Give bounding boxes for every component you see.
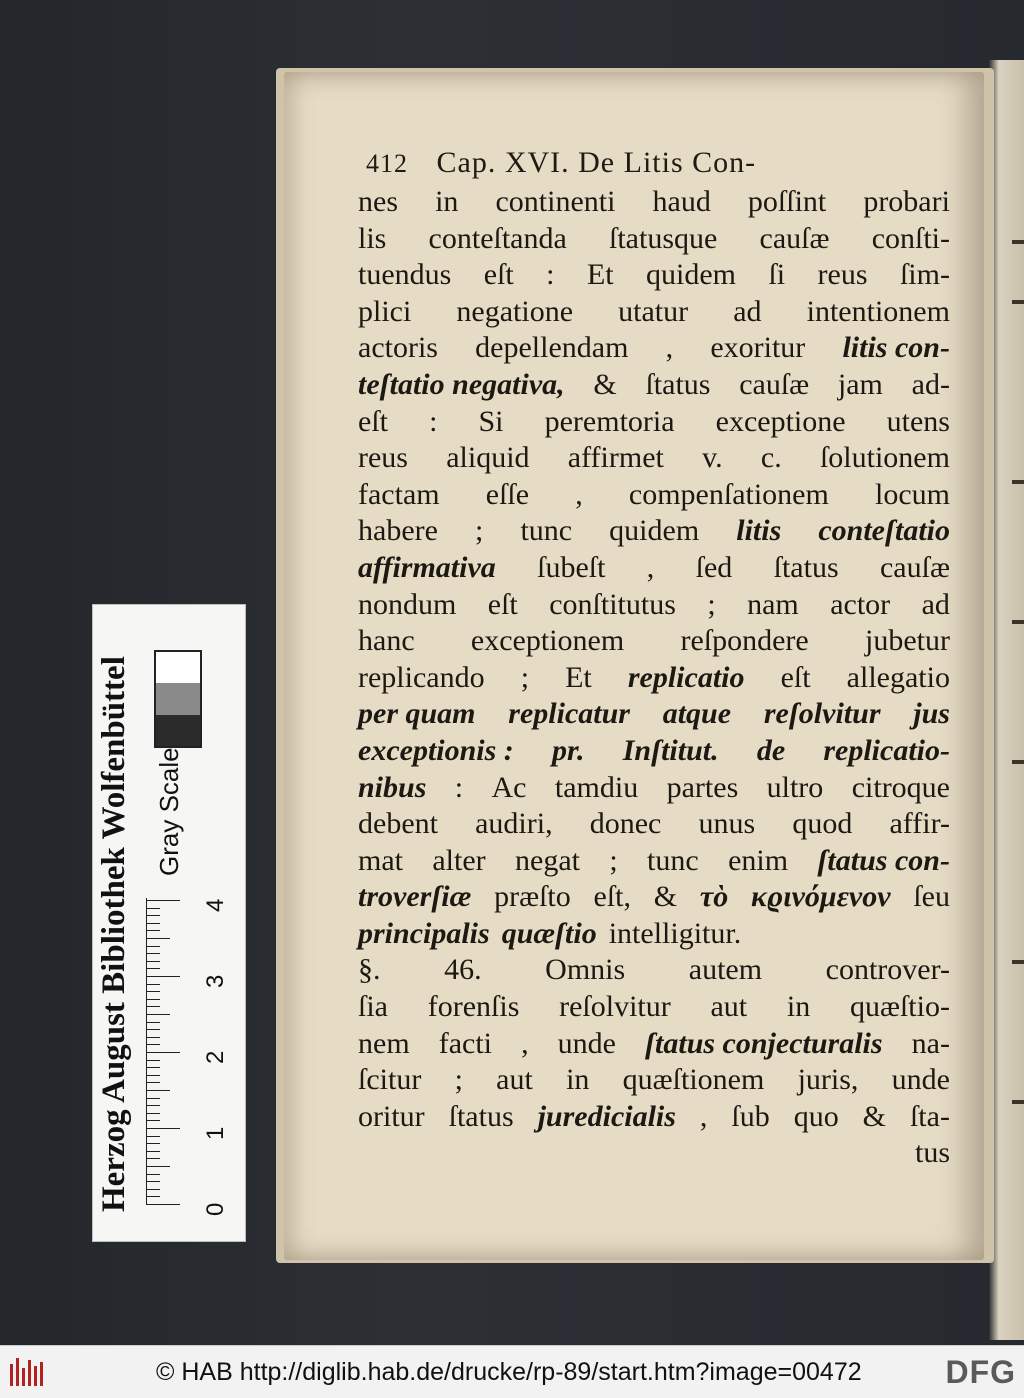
word: donec [589,807,662,841]
word: aut [710,990,748,1024]
ruler-tick [146,1174,160,1175]
ruler-number: 4 [202,898,229,912]
word: lis [358,221,387,255]
text-line [358,294,950,331]
ruler-tick [146,1143,160,1144]
word: in [435,185,459,218]
text-line [358,440,950,477]
ruler-tick [146,968,160,969]
ruler-tick [146,1075,160,1076]
text-line [358,843,950,880]
word: alter [432,843,486,877]
word: ſta- [909,1099,950,1133]
word: conſtitutus [549,587,676,621]
word: Omnis [545,953,626,987]
word: , [575,477,583,511]
word: mat [358,843,403,877]
word: troverſiæ [358,880,472,914]
word: v. [702,441,723,475]
ruler-tick [146,1014,170,1015]
ruler-tick [146,1151,160,1152]
word: habere [358,514,438,548]
word: ad [733,294,762,328]
word: tuendus [358,258,452,292]
word: ſed [695,550,733,584]
word: ; [520,660,530,694]
word: jus [913,697,950,731]
text-line [358,1062,950,1099]
ruler-tick [146,953,160,954]
dfg-logo: DFG [945,1354,1016,1390]
ruler-tick [146,930,160,931]
word: reſolvitur [559,990,671,1024]
word: quæſtio- [849,990,950,1024]
ruler-tick [146,1044,160,1045]
word: allegatio [846,660,950,694]
word: ſim- [899,258,950,292]
ruler-tick [146,991,160,992]
word: quæſtionem [622,1063,765,1097]
ruler-tick [146,961,160,962]
ruler-tick [146,999,160,1000]
text-line [358,550,950,587]
ruler-tick [146,1006,160,1007]
word: cauſæ [879,550,950,584]
word: de [756,733,786,767]
word: intelligitur. [608,916,742,950]
text-line [358,806,950,843]
ruler-tick [146,1029,160,1030]
word: depellendam [475,331,629,365]
word: ſtatus [448,1099,514,1133]
word: ſia [358,990,388,1024]
word: ſolutionem [819,441,950,475]
word: tunc [520,514,573,548]
word: & [593,367,617,401]
word: reus [817,258,868,292]
word: Ac [491,770,527,804]
word: tus [914,1136,950,1170]
text-line [358,184,950,221]
word: in [786,990,811,1024]
word: Et [586,258,614,292]
word: replicatio- [823,733,950,767]
ruler-tick [146,1090,170,1091]
word: nibus [358,770,427,804]
library-name: Herzog August Bibliothek Wolfenbüttel [96,656,132,1212]
ruler-tick [146,908,160,909]
word: affir- [889,807,950,841]
word: unde [557,1026,616,1060]
word: & [862,1099,886,1133]
text-line [358,623,950,660]
word: utatur [618,294,689,328]
word: κϱινόμενον [750,880,891,914]
word: eſt, [593,880,632,914]
word: ; [609,843,618,877]
word: reſpondere [680,624,809,658]
word: cauſæ [759,221,830,255]
word: juris, [797,1063,859,1097]
word: : [454,770,464,804]
word: replicatio [627,660,745,694]
word: , [665,331,674,365]
word: : [429,404,438,438]
swatch [156,715,200,746]
word: ultro [766,770,824,804]
word: ; [707,587,716,621]
word: ad [921,587,950,621]
word: ; [454,1063,463,1097]
ruler-tick [146,923,160,924]
word: juredicialis [537,1099,676,1133]
word: intentionem [806,294,950,328]
word: ſtatusque [609,221,718,255]
word: & [653,880,678,914]
ruler-tick [146,1204,180,1205]
copyright-link[interactable]: © HAB http://diglib.hab.de/drucke/rp-89/start.htm?image=00472 [156,1357,862,1386]
word: nem [358,1026,410,1060]
ruler-tick [146,1067,160,1068]
word: quæſtio [501,916,597,950]
ruler-tick [146,1113,160,1114]
ruler-number: 2 [202,1050,229,1064]
word: Et [565,660,592,694]
word: eſſe [485,477,530,511]
text-line [358,221,950,258]
ruler-tick [146,1158,160,1159]
word: poſſint [747,185,827,218]
word: citroque [851,770,950,804]
body-text [358,184,950,1172]
word: eſt [780,660,811,694]
word: replicando [358,660,485,694]
word: actoris [358,331,438,365]
ruler-tick [146,984,160,985]
ruler [146,888,229,1218]
ruler-tick [146,946,160,947]
gray-swatches [154,650,202,748]
chapter-title: Cap. XVI. De Litis Con- [436,146,757,179]
word: exceptionis : [358,733,514,767]
word: exceptionem [470,624,625,658]
word: ſtatus conjecturalis [645,1026,883,1060]
ruler-tick [146,1060,160,1061]
ruler-tick [146,1189,160,1190]
word: 46. [444,953,482,987]
word: enim [728,843,789,877]
text-line [358,587,950,624]
text-line [358,660,950,697]
ruler-tick [146,1082,160,1083]
word: conſti- [871,221,950,255]
word: haud [652,185,711,218]
word: jubetur [864,624,950,658]
text-line [358,879,950,916]
word: τὸ [699,880,729,914]
gray-scale-label: Gray Scale [154,747,184,876]
word: factam [358,477,440,511]
word: aut [496,1063,533,1097]
text-line [358,1026,950,1063]
running-head [366,146,956,180]
word: facti [438,1026,493,1060]
word: cauſæ [739,367,810,401]
word: quidem [609,514,700,548]
word: controver- [825,953,950,987]
word: in [566,1063,590,1097]
word: eſt [483,258,514,292]
ruler-tick [146,1181,160,1182]
word: quidem [646,258,737,292]
word: actor [830,587,891,621]
ruler-tick [146,1128,180,1129]
swatch [156,683,200,714]
word: quo [793,1099,839,1133]
word: Inſtitut. [622,733,719,767]
word: nondum [358,587,457,621]
word: nam [747,587,799,621]
word: forenſis [427,990,520,1024]
word: nes [358,185,398,218]
word: debent [358,807,438,841]
text-line [358,989,950,1026]
word: locum [874,477,950,511]
word: litis con- [842,331,950,365]
word: , [646,550,655,584]
text-line [358,1099,950,1136]
word: conteſtanda [428,221,567,255]
word: tunc [647,843,699,877]
ruler-tick [146,1136,160,1137]
text-line [358,404,950,441]
word: negatione [456,294,574,328]
word: principalis [358,916,490,950]
word: tamdiu [554,770,639,804]
word: : [546,258,555,292]
text-line [358,696,950,733]
ruler-tick [146,1105,160,1106]
word: ſtatus con- [817,843,950,877]
word: compenſationem [628,477,829,511]
word: affirmativa [358,550,496,584]
word: oritur [358,1099,425,1133]
word: affirmet [567,441,664,475]
word: aliquid [446,441,530,475]
word: atque [662,697,732,731]
word: conteſtatio [818,514,950,548]
text-line [358,257,950,294]
word: reus [358,441,408,475]
word: c. [760,441,782,475]
word: Si [478,404,504,438]
word: partes [666,770,739,804]
ruler-tick [146,1037,160,1038]
word: §. [358,953,381,987]
text-line [358,770,950,807]
word: ; [475,514,484,548]
word: pr. [552,733,585,767]
word: ſubeſt [537,550,606,584]
word: ſtatus [773,550,839,584]
word: probari [863,185,950,218]
word: hanc [358,624,415,658]
word: negat [515,843,580,877]
word: jam [837,367,883,401]
footer-bar [0,1345,1024,1398]
ruler-tick [146,1052,180,1053]
word: exceptione [715,404,846,438]
word: per quam [358,697,476,731]
word: unde [891,1063,950,1097]
ruler-tick [146,976,180,977]
text-line [358,952,950,989]
text-line [358,477,950,514]
ruler-tick [146,1120,160,1121]
word: autem [688,953,763,987]
word: ſtatus [645,367,711,401]
word: audiri, [475,807,553,841]
ruler-number: 3 [202,974,229,988]
text-line [358,916,950,953]
ruler-tick [146,1166,170,1167]
ruler-tick [146,1022,160,1023]
word: eſt [487,587,518,621]
ruler-tick [146,1196,160,1197]
word: ſeu [913,880,950,914]
word: ad- [911,367,950,401]
ruler-number: 0 [202,1202,229,1216]
hab-logo-icon [10,1358,44,1386]
word: continenti [495,185,616,218]
word: , [521,1026,529,1060]
swatch [156,652,200,683]
ruler-tick [146,900,180,901]
text-line [358,733,950,770]
word: unus [698,807,756,841]
word: exoritur [710,331,806,365]
ruler-tick [146,938,170,939]
ruler-number: 1 [202,1126,229,1140]
word: eſt [358,404,388,438]
word: , [699,1099,708,1133]
word: utens [886,404,950,438]
word: ſub [731,1099,770,1133]
word: plici [358,294,412,328]
ruler-tick [146,915,160,916]
word: peremtoria [544,404,675,438]
text-line [358,367,950,404]
page-number: 412 [366,149,408,178]
ruler-tick [146,1098,160,1099]
word: na- [911,1026,950,1060]
text-line [358,1135,950,1172]
word: litis [736,514,782,548]
word: teſtatio negativa, [358,367,565,401]
text-line [358,513,950,550]
word: reſolvitur [763,697,881,731]
word: replicatur [508,697,630,731]
word: præſto [494,880,571,914]
word: ſcitur [358,1063,422,1097]
word: quod [792,807,853,841]
word: ſi [768,258,786,292]
text-line [358,330,950,367]
